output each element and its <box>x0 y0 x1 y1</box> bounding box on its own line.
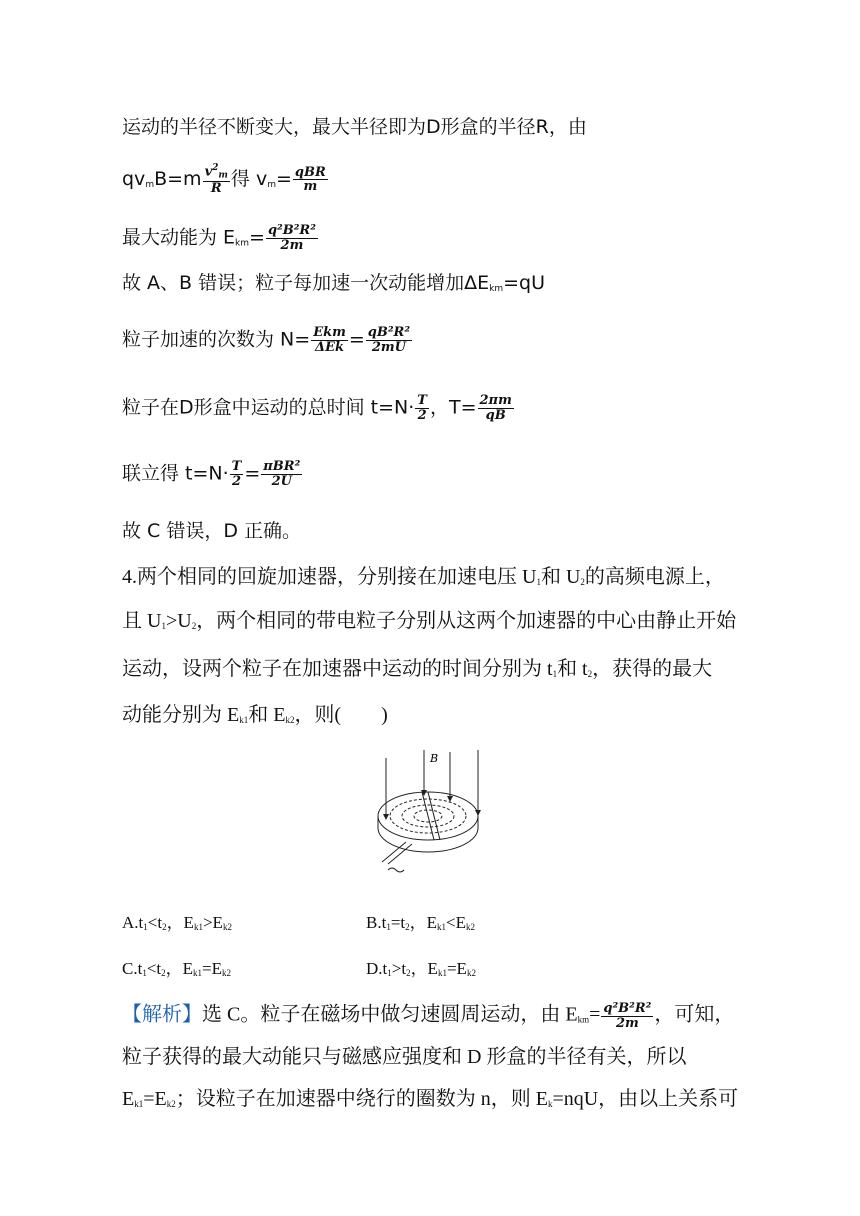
formula-max-velocity: $qv_mB=m$ $\frac{v^2_m}{R}$ 得 $v_m=$ $\frac{\text{qBR}}{m}$ <box>122 163 326 196</box>
solution-conclusion: 故 C 错误，D 正确。 <box>122 520 302 542</box>
fraction-period: $\frac{2\pi m}{qB}$ <box>479 393 512 423</box>
formula-total-time: 粒子在D形盒中运动的总时间 t=N· $\frac{T}{2}$ ，T= $\frac{2\pi m}{qB}$ <box>122 393 512 423</box>
question-4-line-3: 运动，设两个粒子在加速器中运动的时间分别为 $t_1$和 $t_2$，获得的最大 <box>122 658 713 680</box>
fraction-count: $\frac{\text{qB²R²}}{2mU}$ <box>367 325 411 355</box>
formula-acceleration-count: 粒子加速的次数为 N= $\frac{\text{Ekm}}{\text{ΔEk}}$ = $\frac{\text{qB²R²}}{2mU}$ <box>122 325 411 355</box>
cyclotron-diagram <box>366 746 486 876</box>
fraction-analysis-energy: $\frac{\text{q²B²R²}}{2m}$ <box>603 1001 652 1031</box>
analysis-tag: 【解析】 <box>122 1003 202 1026</box>
solution-line-energy-gain: 故 A、B 错误；粒子每加速一次动能增加$\Delta E_{km}=qU$ <box>122 272 545 294</box>
option-d[interactable]: $D.t_1>t_2$，$E_{k1}=E_{k2}$ <box>366 959 476 978</box>
solution-line-radius: 运动的半径不断变大，最大半径即为D形盒的半径R，由 <box>122 116 587 138</box>
question-4-line-2: 且 $U_1>U_2$，两个相同的带电粒子分别从这两个加速器的中心由静止开始 <box>122 610 737 632</box>
analysis-line-1: 【解析】选 C。粒子在磁场中做匀速圆周运动，由 $E_{km}=$ $\frac{\text{q²B²R²}}{2m}$ ，可知， <box>122 1001 735 1031</box>
question-4-line-4: 动能分别为 $E_{k1}$和 $E_{k2}$，则( ) <box>122 704 388 726</box>
option-c[interactable]: $C.t_1<t_2$，$E_{k1}=E_{k2}$ <box>122 959 231 978</box>
option-b[interactable]: $B.t_1=t_2$，$E_{k1}<E_{k2}$ <box>366 913 475 932</box>
formula-combined-time: 联立得 t=N· $\frac{T}{2}$ = $\frac{\text{πBR²}}{2U}$ <box>122 459 301 489</box>
fraction-t-over-2: $\frac{T}{2}$ <box>417 393 427 423</box>
fraction-v2-over-r: $\frac{v^2_m}{R}$ <box>204 163 228 196</box>
question-4-line-1: 4.两个相同的回旋加速器，分别接在加速电压 $U_1$和 $U_2$的高频电源上， <box>122 566 725 588</box>
formula-max-kinetic-energy: 最大动能为 $E_{km}=$ $\frac{\text{q²B²R²}}{2m}$ <box>122 223 316 253</box>
fraction-ekm-over-dek: $\frac{\text{Ekm}}{\text{ΔEk}}$ <box>313 325 346 355</box>
analysis-line-2: 粒子获得的最大动能只与磁感应强度和 D 形盒的半径有关，所以 <box>122 1046 687 1068</box>
analysis-line-3: $E_{k1}=E_{k2}$；设粒子在加速器中绕行的圈数为 n，则 $E_k=nqU$，由以上关系可 <box>122 1088 739 1110</box>
magnetic-field-label: B <box>430 752 439 765</box>
option-a[interactable]: $A.t_1<t_2$，$E_{k1}>E_{k2}$ <box>122 913 232 932</box>
fraction-qbr-over-m: $\frac{\text{qBR}}{m}$ <box>294 164 326 195</box>
fraction-t-over-2-b: $\frac{T}{2}$ <box>231 459 242 489</box>
fraction-time-result: $\frac{\text{πBR²}}{2U}$ <box>263 459 301 489</box>
fraction-energy: $\frac{\text{q²B²R²}}{2m}$ <box>267 223 316 253</box>
